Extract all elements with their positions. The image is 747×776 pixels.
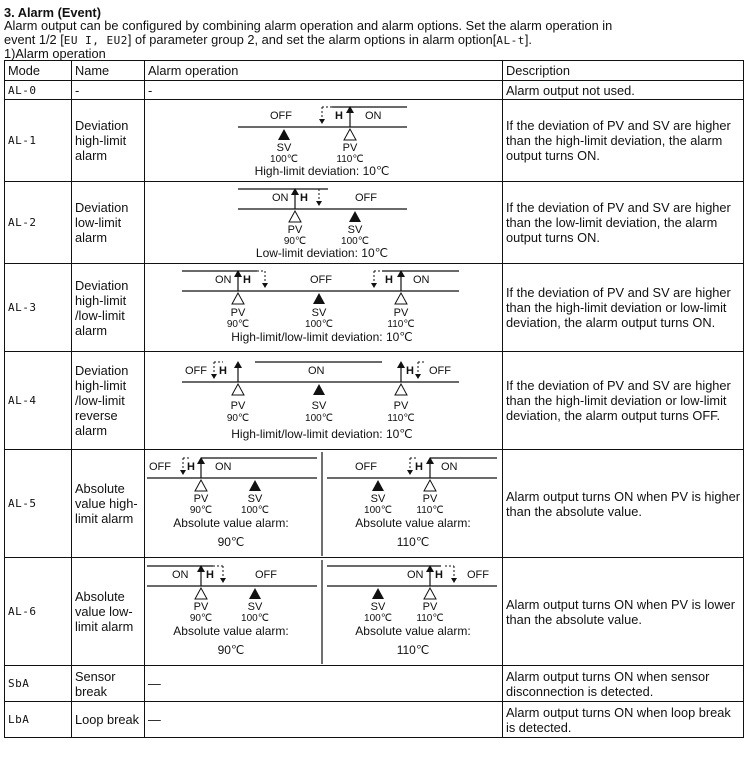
right-pv-value: 110℃ (416, 504, 444, 516)
table-row (5, 666, 744, 702)
header-name: Name (72, 61, 145, 81)
hysteresis-label-right: H (385, 273, 393, 286)
mode-code: AL-3 (5, 264, 72, 352)
pv-label: PV (393, 306, 409, 319)
pv-value: 90℃ (226, 412, 250, 424)
alarm-name: Deviation high-limit alarm (72, 100, 145, 182)
table-row (5, 100, 744, 182)
sv-value: 100℃ (270, 153, 298, 165)
left-sv-label: SV (247, 492, 263, 505)
table-row (5, 81, 744, 100)
state-off-left: OFF (185, 364, 207, 377)
down-arrow-icon (407, 470, 413, 475)
state-off: OFF (270, 109, 292, 122)
alarm-operation: — (145, 702, 503, 738)
state-on-right: ON (413, 273, 430, 286)
mode-code: SbA (5, 666, 72, 702)
table-row (5, 352, 744, 450)
diagram-caption: High-limit/low-limit deviation: 10℃ (231, 329, 413, 344)
sv-marker-icon (372, 480, 384, 491)
diagram-al6 (145, 560, 499, 664)
diagram-caption: Low-limit deviation: 10℃ (255, 245, 389, 260)
right-caption-1: Absolute value alarm: (355, 623, 471, 638)
pv-value: 110℃ (387, 412, 415, 424)
right-sv-label: SV (370, 600, 386, 613)
pv-value: 90℃ (283, 235, 307, 247)
left-caption-2: 90℃ (217, 534, 245, 549)
state-on-left: ON (215, 273, 232, 286)
down-arrow-icon (371, 283, 377, 288)
down-arrow-icon (451, 578, 457, 583)
sv-marker-icon (278, 129, 290, 140)
alarm-description: Alarm output turns ON when sensor disconnection is detected. (503, 666, 744, 702)
right-caption-1: Absolute value alarm: (355, 515, 471, 530)
header-mode: Mode (5, 61, 72, 81)
alarm-name: Absolute value high-limit alarm (72, 450, 145, 558)
pv-marker-icon (424, 588, 436, 599)
pv-label: PV (393, 399, 409, 412)
hysteresis-label: H (335, 109, 343, 122)
alarm-name: - (72, 81, 145, 100)
alarm-operation-diagram (145, 450, 503, 558)
sv-marker-icon (249, 588, 261, 599)
alarm-operation-diagram (145, 352, 503, 450)
right-sv-value: 100℃ (364, 504, 392, 516)
left-pv-label: PV (193, 600, 209, 613)
pv-marker-icon (195, 480, 207, 491)
sv-value: 100℃ (305, 318, 333, 330)
pv-marker-icon (424, 480, 436, 491)
table-row (5, 182, 744, 264)
right-caption-2: 110℃ (396, 642, 430, 657)
sv-marker-icon (313, 293, 325, 304)
left-state-on: ON (172, 568, 189, 581)
pv-label: PV (230, 306, 246, 319)
left-state-on: ON (215, 460, 232, 473)
alarm-table (4, 60, 744, 738)
alarm-name: Loop break (72, 702, 145, 738)
hysteresis-label-right: H (406, 364, 414, 377)
diagram-caption: High-limit deviation: 10℃ (254, 163, 390, 178)
left-caption-2: 90℃ (217, 642, 245, 657)
down-arrow-icon (211, 374, 217, 379)
sv-label: SV (311, 399, 327, 412)
mode-code: LbA (5, 702, 72, 738)
state-off: OFF (355, 191, 377, 204)
header-description: Description (503, 61, 744, 81)
pv-label: PV (342, 141, 358, 154)
pv-label: PV (230, 399, 246, 412)
state-on: ON (365, 109, 382, 122)
right-caption-2: 110℃ (396, 534, 430, 549)
diagram-al2 (145, 183, 499, 263)
down-arrow-icon (262, 283, 268, 288)
alarm-operation-diagram (145, 182, 503, 264)
state-off-right: OFF (429, 364, 451, 377)
alarm-operation-diagram (145, 558, 503, 666)
right-state-off: OFF (467, 568, 489, 581)
pv-marker-icon (232, 384, 244, 395)
sv-label: SV (311, 306, 327, 319)
intro-text-c: ]. (524, 31, 532, 47)
right-pv-label: PV (422, 492, 438, 505)
down-arrow-icon (316, 201, 322, 206)
table-header-row (5, 61, 744, 81)
sv-label: SV (276, 141, 292, 154)
pv-marker-icon (344, 129, 356, 140)
pv-marker-icon (395, 293, 407, 304)
right-hysteresis-label: H (435, 568, 443, 581)
alarm-name: Deviation low-limit alarm (72, 182, 145, 264)
header (4, 6, 743, 60)
sv-label: SV (347, 223, 363, 236)
alarm-operation: - (145, 81, 503, 100)
down-arrow-icon (319, 119, 325, 124)
header-operation: Alarm operation (145, 61, 503, 81)
table-row (5, 450, 744, 558)
right-sv-value: 100℃ (364, 612, 392, 624)
alarm-description: Alarm output turns ON when PV is higher than the absolute value. (503, 450, 744, 558)
alarm-description: Alarm output turns ON when loop break is detected. (503, 702, 744, 738)
diagram-al5 (145, 452, 499, 556)
diagram-al1 (145, 101, 499, 181)
diagram-al3 (145, 265, 499, 351)
pv-marker-icon (395, 384, 407, 395)
down-arrow-icon (180, 470, 186, 475)
alarm-description: If the deviation of PV and SV are higher than the low-limit deviation, the alarm output turns ON. (503, 182, 744, 264)
intro-line-1: Alarm output can be configured by combining alarm operation and alarm options. Set the alarm operation in (4, 18, 613, 34)
intro-line-2 (4, 33, 743, 47)
alarm-name: Absolute value low-limit alarm (72, 558, 145, 666)
left-pv-value: 90℃ (189, 504, 213, 516)
state-on: ON (272, 191, 289, 204)
mode-code: AL-2 (5, 182, 72, 264)
alarm-name: Deviation high-limit /low-limit alarm (72, 264, 145, 352)
right-hysteresis-label: H (415, 460, 423, 473)
pv-marker-icon (195, 588, 207, 599)
alarm-description: Alarm output not used. (503, 81, 744, 100)
left-hysteresis-label: H (206, 568, 214, 581)
hysteresis-label-left: H (243, 273, 251, 286)
section-title: 3. Alarm (Event) (4, 5, 101, 20)
subhead: 1)Alarm operation (4, 45, 106, 61)
alarm-description: Alarm output turns ON when PV is lower than the absolute value. (503, 558, 744, 666)
right-state-off: OFF (355, 460, 377, 473)
table-row (5, 264, 744, 352)
pv-marker-icon (232, 293, 244, 304)
mode-code: AL-5 (5, 450, 72, 558)
table-row (5, 702, 744, 738)
down-arrow-icon (415, 374, 421, 379)
state-off-middle: OFF (310, 273, 332, 286)
right-state-on: ON (441, 460, 458, 473)
diagram-caption: High-limit/low-limit deviation: 10℃ (231, 426, 413, 441)
intro-event-codes: EU I, EU2 (63, 33, 128, 47)
pv-value: 90℃ (226, 318, 250, 330)
diagram-al4 (145, 356, 499, 446)
alarm-description: If the deviation of PV and SV are higher than the high-limit deviation, the alarm output turns ON. (503, 100, 744, 182)
sv-marker-icon (249, 480, 261, 491)
right-state-on: ON (407, 568, 424, 581)
left-state-off: OFF (255, 568, 277, 581)
left-state-off: OFF (149, 460, 171, 473)
down-arrow-icon (220, 578, 226, 583)
up-arrow-icon (234, 361, 242, 368)
table-row (5, 558, 744, 666)
right-pv-label: PV (422, 600, 438, 613)
pv-label: PV (287, 223, 303, 236)
left-pv-value: 90℃ (189, 612, 213, 624)
sv-value: 100℃ (341, 235, 369, 247)
mode-code: AL-1 (5, 100, 72, 182)
alarm-operation: — (145, 666, 503, 702)
mode-code: AL-6 (5, 558, 72, 666)
pv-marker-icon (289, 211, 301, 222)
alarm-description: If the deviation of PV and SV are higher than the high-limit deviation or low-limit deviation, the alarm output turns OFF. (503, 352, 744, 450)
left-sv-value: 100℃ (241, 504, 269, 516)
intro-text-a: event 1/2 [ (4, 31, 64, 47)
intro-option-code: AL-t (496, 33, 525, 47)
mode-code: AL-0 (5, 81, 72, 100)
sv-value: 100℃ (305, 412, 333, 424)
alarm-operation-diagram (145, 264, 503, 352)
left-pv-label: PV (193, 492, 209, 505)
left-hysteresis-label: H (187, 460, 195, 473)
state-on-middle: ON (308, 364, 325, 377)
hysteresis-label: H (300, 191, 308, 204)
mode-code: AL-4 (5, 352, 72, 450)
right-sv-label: SV (370, 492, 386, 505)
pv-value: 110℃ (387, 318, 415, 330)
left-sv-value: 100℃ (241, 612, 269, 624)
sv-marker-icon (349, 211, 361, 222)
up-arrow-icon (397, 361, 405, 368)
right-pv-value: 110℃ (416, 612, 444, 624)
left-sv-label: SV (247, 600, 263, 613)
intro-text-b: ] of parameter group 2, and set the alarm options in alarm option[ (127, 31, 497, 47)
alarm-operation-diagram (145, 100, 503, 182)
left-caption-1: Absolute value alarm: (173, 515, 289, 530)
hysteresis-label-left: H (219, 364, 227, 377)
alarm-name: Sensor break (72, 666, 145, 702)
alarm-name: Deviation high-limit /low-limit reverse alarm (72, 352, 145, 450)
sv-marker-icon (372, 588, 384, 599)
sv-marker-icon (313, 384, 325, 395)
alarm-description: If the deviation of PV and SV are higher than the high-limit deviation or low-limit deviation, the alarm output turns ON. (503, 264, 744, 352)
left-caption-1: Absolute value alarm: (173, 623, 289, 638)
pv-value: 110℃ (336, 153, 364, 165)
